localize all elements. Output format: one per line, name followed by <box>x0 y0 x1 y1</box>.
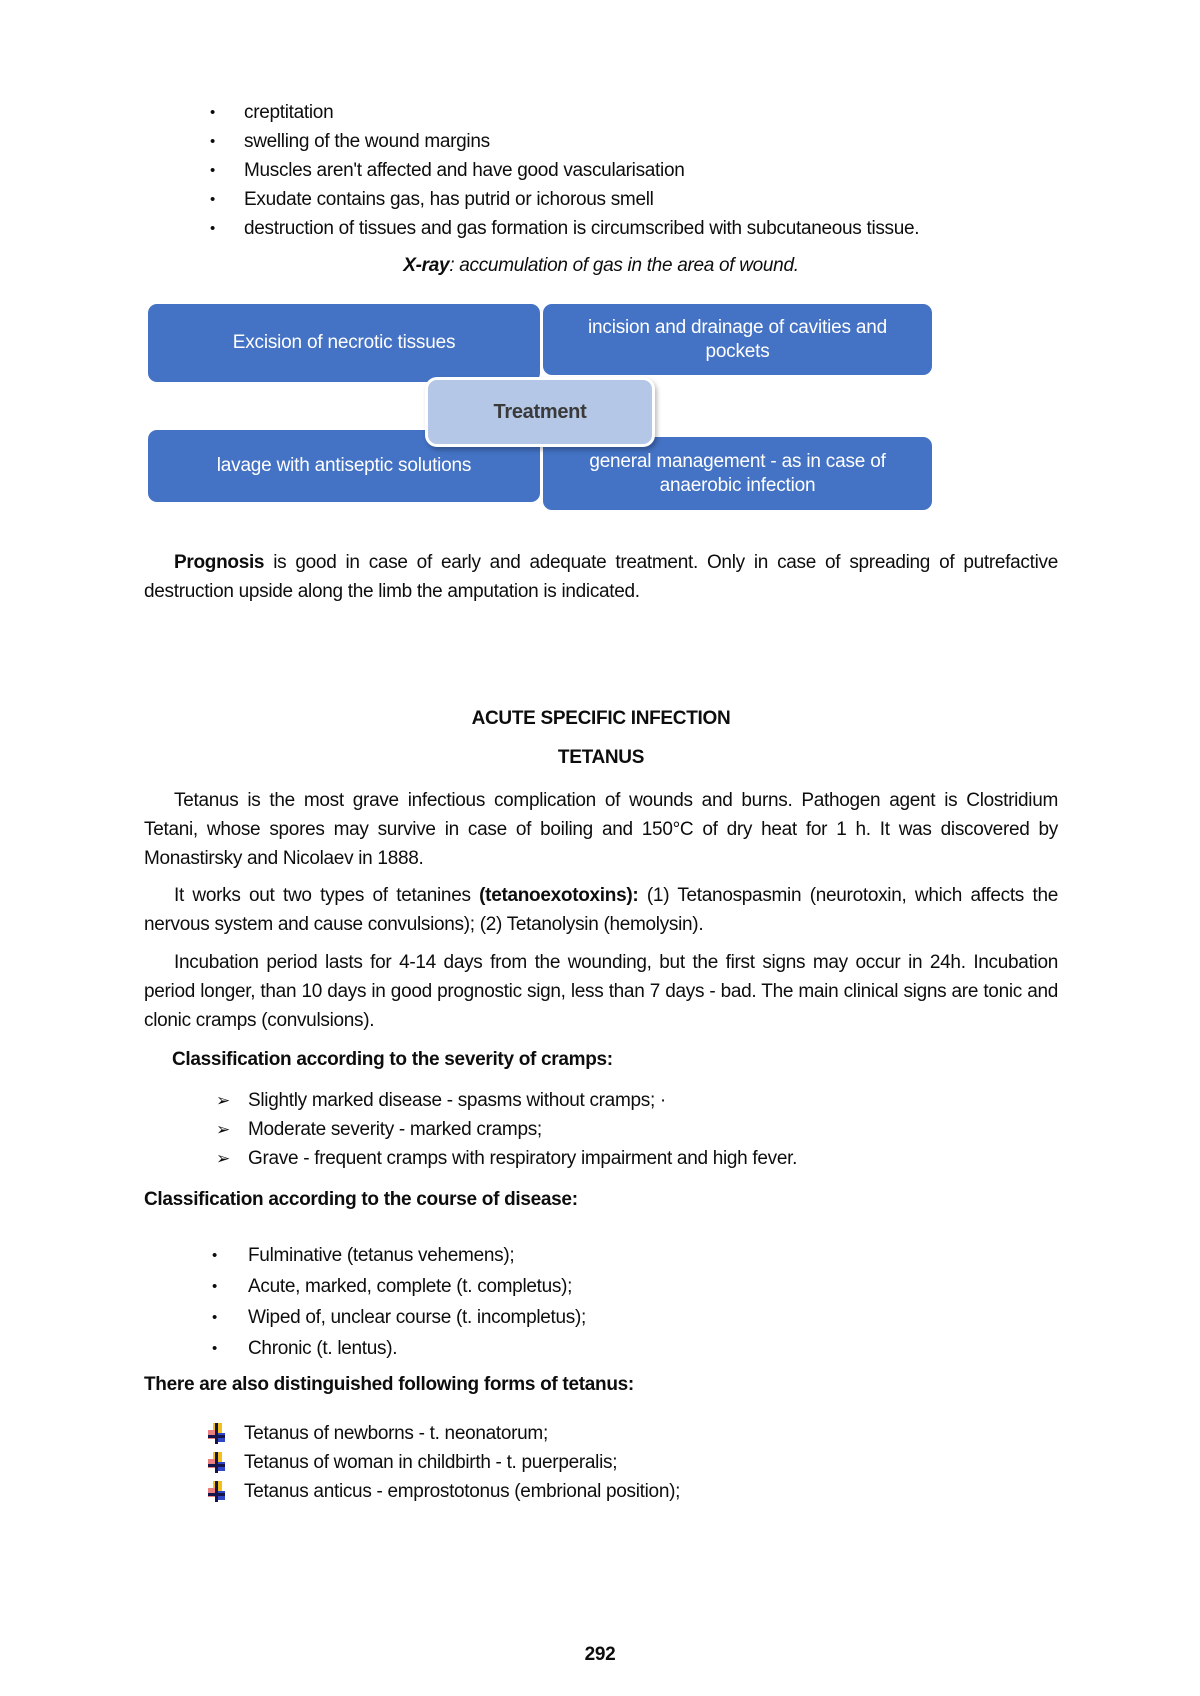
list-item-text: Tetanus anticus - emprostotonus (embrional position); <box>244 1481 681 1502</box>
bullet-dot-icon: • <box>210 104 215 121</box>
list-item-text: swelling of the wound margins <box>244 131 490 152</box>
treatment-diagram <box>148 304 932 510</box>
incubation-paragraph: Incubation period lasts for 4-14 days from the wounding, but the first signs may occur in 24h. Incubation period longer, than 10 days in good prognostic sign, less than 7 days - bad. The main clinical signs are tonic and clonic cramps (convulsions). <box>144 952 1058 1031</box>
list-item <box>144 1333 1058 1364</box>
bullet-dot-icon: • <box>210 133 215 150</box>
flag-bullet-wrap <box>208 1419 244 1444</box>
page-number: 292 <box>584 1644 616 1665</box>
flag-bullet-wrap <box>208 1448 244 1473</box>
bullet-dot-icon: • <box>210 220 215 237</box>
list-item <box>144 185 1058 214</box>
list-item-text: Fulminative (tetanus vehemens); <box>248 1245 515 1266</box>
section-subtitle: TETANUS <box>557 747 645 768</box>
list-item <box>144 1271 1058 1302</box>
xray-text: : accumulation of gas in the area of wound. <box>449 255 799 276</box>
list-item <box>144 1419 1058 1448</box>
list-item <box>144 1115 1058 1144</box>
bullet-dot-icon: • <box>210 162 215 179</box>
severity-list <box>144 1086 1058 1173</box>
forms-heading: There are also distinguished following forms of tetanus: <box>144 1374 634 1395</box>
tetanines-bold: (tetanoexotoxins): <box>479 885 639 906</box>
list-item-text: Grave - frequent cramps with respiratory impairment and high fever. <box>248 1148 798 1169</box>
prognosis-text: is good in case of early and adequate treatment. Only in case of spreading of putrefactive destruction upside along the limb the amputation is indicated. <box>144 552 1058 602</box>
flag-bullet-wrap <box>208 1477 244 1502</box>
list-item <box>144 1448 1058 1477</box>
colored-cross-bullet-icon <box>208 1423 225 1444</box>
list-item-text: Acute, marked, complete (t. completus); <box>248 1276 573 1297</box>
course-heading: Classification according to the course of disease: <box>144 1189 578 1210</box>
list-item-text: destruction of tissues and gas formation is circumscribed with subcutaneous tissue. <box>244 218 920 239</box>
list-item-text: Exudate contains gas, has putrid or ichorous smell <box>244 189 654 210</box>
list-item <box>144 1086 1058 1115</box>
list-item <box>144 1240 1058 1271</box>
list-item <box>144 127 1058 156</box>
prognosis-lead: Prognosis <box>174 552 265 573</box>
tetanines-pre: It works out two types of tetanines <box>174 885 480 906</box>
xray-label: X-ray <box>403 255 450 276</box>
list-item-text: Wiped of, unclear course (t. incompletus); <box>248 1307 586 1328</box>
course-list <box>144 1240 1058 1364</box>
section-title: ACUTE SPECIFIC INFECTION <box>471 708 731 729</box>
list-item-text: Tetanus of woman in childbirth - t. puerperalis; <box>244 1452 618 1473</box>
list-item-text: Slightly marked disease - spasms without cramps; · <box>248 1090 666 1111</box>
xray-note <box>144 251 1058 280</box>
list-item <box>144 1144 1058 1173</box>
diagram-center-treatment: Treatment <box>425 377 655 447</box>
arrow-bullet-icon: ➢ <box>216 1149 230 1168</box>
severity-heading: Classification according to the severity of cramps: <box>172 1049 613 1070</box>
list-item <box>144 1302 1058 1333</box>
bullet-dot-icon: • <box>210 191 215 208</box>
tetanines-paragraph <box>144 881 1058 939</box>
list-item <box>144 1477 1058 1506</box>
list-item-text: Chronic (t. lentus). <box>248 1338 398 1359</box>
list-item <box>144 98 1058 127</box>
colored-cross-bullet-icon <box>208 1452 225 1473</box>
bullet-dot-icon: • <box>212 1309 217 1326</box>
diagram-box-excision: Excision of necrotic tissues <box>148 304 540 382</box>
list-item-text: Moderate severity - marked cramps; <box>248 1119 542 1140</box>
list-item <box>144 156 1058 185</box>
colored-cross-bullet-icon <box>208 1481 225 1502</box>
tetanines-post: (1) Tetanospasmin (neurotoxin, which affects the nervous system and cause convulsions); (2) Tetanolysin (hemolysin). <box>144 885 1058 935</box>
list-item-text: Tetanus of newborns - t. neonatorum; <box>244 1423 548 1444</box>
arrow-bullet-icon: ➢ <box>216 1120 230 1139</box>
list-item-text: Muscles aren't affected and have good vascularisation <box>244 160 685 181</box>
symptoms-list <box>144 98 1058 243</box>
forms-list <box>144 1419 1058 1506</box>
tetanus-intro-paragraph: Tetanus is the most grave infectious complication of wounds and burns. Pathogen agent is Clostridium Tetani, whose spores may survive in case of boiling and 150°C of dry heat for 1 h. It was discovered by Monastirsky and Nicolaev in 1888. <box>144 790 1058 869</box>
diagram-box-general-management: general management - as in case of anaerobic infection <box>543 437 932 510</box>
diagram-box-lavage: lavage with antiseptic solutions <box>148 430 540 502</box>
prognosis-paragraph <box>144 548 1058 606</box>
bullet-dot-icon: • <box>212 1340 217 1357</box>
bullet-dot-icon: • <box>212 1247 217 1264</box>
list-item <box>144 214 1058 243</box>
arrow-bullet-icon: ➢ <box>216 1091 230 1110</box>
bullet-dot-icon: • <box>212 1278 217 1295</box>
diagram-box-incision-drainage: incision and drainage of cavities and pockets <box>543 304 932 375</box>
list-item-text: creptitation <box>244 102 334 123</box>
